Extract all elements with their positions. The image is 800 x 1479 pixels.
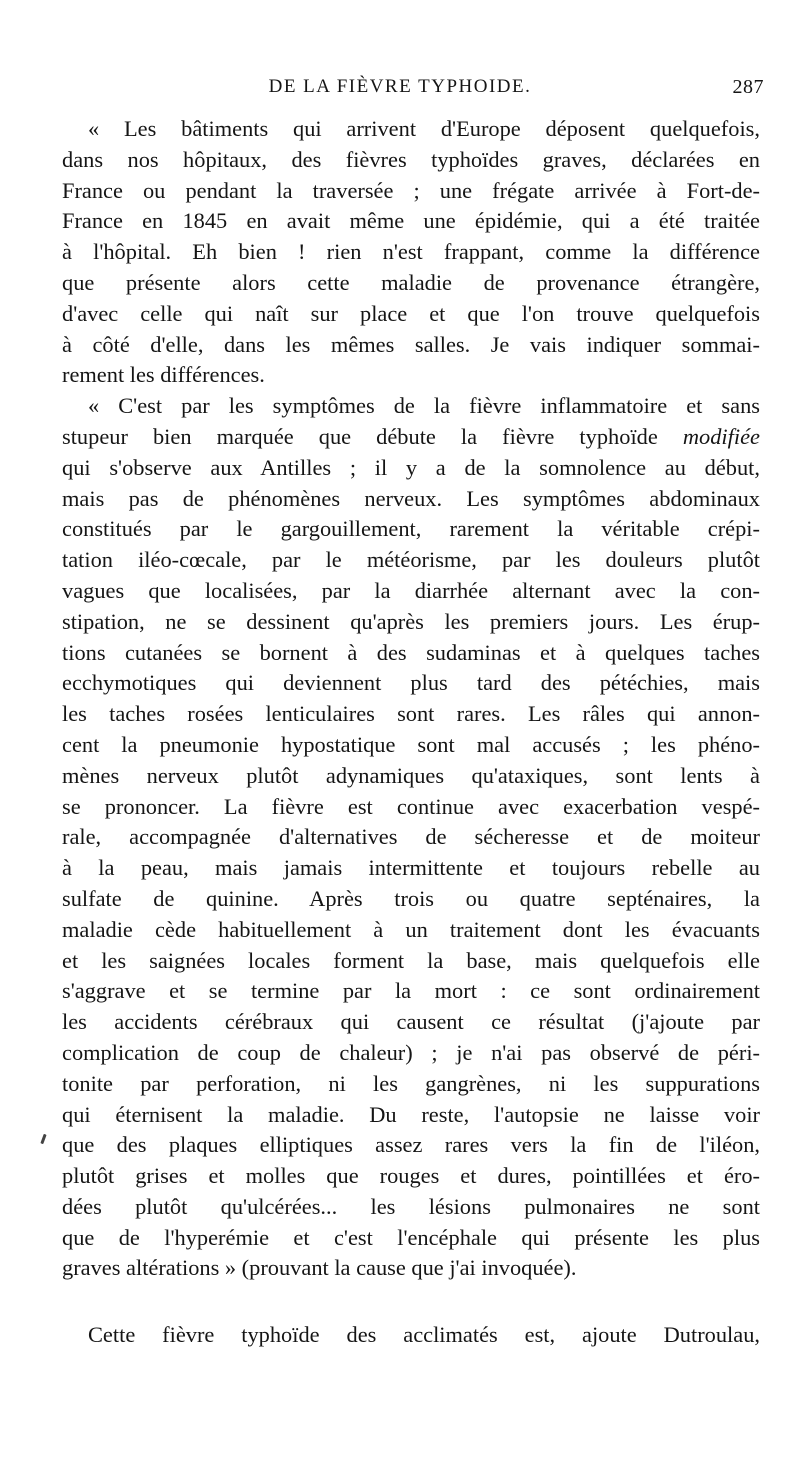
text-line: ecchymotiques qui deviennent plus tard des pétéchies, mais [62, 670, 760, 696]
text-line: dans nos hôpitaux, des fièvres typhoïdes graves, déclarées en [62, 146, 760, 172]
text-line: vagues que localisées, par la diarrhée alternant avec la con- [62, 577, 760, 603]
text-line: plutôt grises et molles que rouges et dures, pointillées et éro- [62, 1163, 760, 1189]
text-line: complication de coup de chaleur) ; je n'ai pas observé de péri- [62, 1039, 760, 1065]
text-line: rement les différences. [62, 362, 265, 388]
text-line: qui éternisent la maladie. Du reste, l'autopsie ne laisse voir [62, 1101, 760, 1127]
text-line: les taches rosées lenticulaires sont rares. Les râles qui annon- [62, 701, 760, 727]
text-line: les accidents cérébraux qui causent ce résultat (j'ajoute par [62, 1009, 760, 1035]
text-line: d'avec celle qui naît sur place et que l'on trouve quelquefois [62, 300, 760, 326]
text-line: « Les bâtiments qui arrivent d'Europe déposent quelquefois, [88, 116, 760, 141]
text-line: Cette fièvre typhoïde des acclimatés est, ajoute Dutroulau, [88, 1322, 760, 1348]
italic-word: modifiée [682, 423, 760, 449]
text-line: tions cutanées se bornent à des sudaminas et à quelques taches [62, 639, 760, 665]
text-line: France en 1845 en avait même une épidémie, qui a été traitée [62, 208, 760, 234]
text-line: tonite par perforation, ni les gangrènes, ni les suppurations [62, 1070, 760, 1096]
text-line: à côté d'elle, dans les mêmes salles. Je vais indiquer sommai- [62, 331, 760, 357]
text-line: mais pas de phénomènes nerveux. Les symptômes abdominaux [62, 485, 760, 511]
text-line: qui s'observe aux Antilles ; il y a de la somnolence au début, [62, 454, 760, 480]
text-line: cent la pneumonie hypostatique sont mal accusés ; les phéno- [62, 731, 760, 757]
text-line: « C'est par les symptômes de la fièvre inflammatoire et sans [88, 393, 760, 419]
body-text [62, 114, 760, 1351]
text-line: que de l'hyperémie et c'est l'encéphale qui présente les plus [62, 1224, 760, 1250]
running-title: DE LA FIÈVRE TYPHOIDE. [268, 76, 532, 97]
text-line: à la peau, mais jamais intermittente et toujours rebelle au [62, 855, 760, 881]
running-head [0, 76, 800, 100]
text-line: stipation, ne se dessinent qu'après les premiers jours. Les érup- [62, 608, 760, 634]
text-line: graves altérations » (prouvant la cause que j'ai invoquée). [62, 1255, 577, 1281]
text-line: mènes nerveux plutôt adynamiques qu'ataxiques, sont lents à [62, 762, 760, 788]
text-line: France ou pendant la traversée ; une frégate arrivée à Fort-de- [62, 177, 760, 203]
text-line: que présente alors cette maladie de provenance étrangère, [62, 269, 760, 295]
text-line: rale, accompagnée d'alternatives de sécheresse et de moiteur [62, 824, 760, 850]
ink-speck [40, 1134, 46, 1144]
paragraph-gap [62, 1284, 760, 1320]
text-line-with-italic [62, 422, 760, 453]
text-line: sulfate de quinine. Après trois ou quatre septénaires, la [62, 885, 760, 911]
text-segment: stupeur bien marquée que débute la fièvre typhoïde [62, 423, 658, 449]
text-line: maladie cède habituellement à un traitement dont les évacuants [62, 916, 760, 942]
text-line: à l'hôpital. Eh bien ! rien n'est frappant, comme la différence [62, 239, 760, 265]
page-number: 287 [732, 76, 764, 98]
text-line: dées plutôt qu'ulcérées... les lésions pulmonaires ne sont [62, 1193, 760, 1219]
text-line: se prononcer. La fièvre est continue avec exacerbation vespé- [62, 793, 760, 819]
text-line: constitués par le gargouillement, rarement la véritable crépi- [62, 516, 760, 542]
text-line: et les saignées locales forment la base, mais quelquefois elle [62, 947, 760, 973]
text-line: que des plaques elliptiques assez rares vers la fin de l'iléon, [62, 1132, 760, 1158]
text-line: tation iléo-cœcale, par le météorisme, par les douleurs plutôt [62, 547, 760, 573]
text-line: s'aggrave et se termine par la mort : ce sont ordinairement [62, 978, 760, 1004]
